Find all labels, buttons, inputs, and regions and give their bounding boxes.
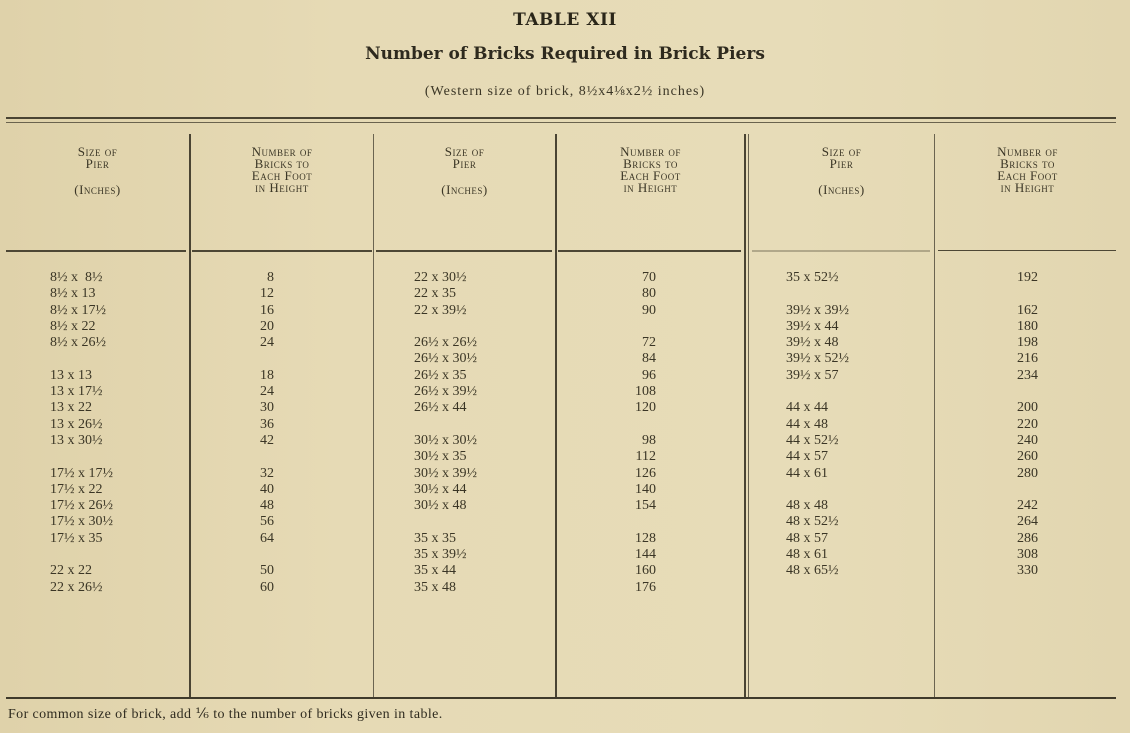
pier-size-cell: 35 x 48 <box>414 579 456 595</box>
brick-count-column <box>200 270 274 596</box>
pier-size-cell: 22 x 22 <box>50 563 92 579</box>
brick-count-cell <box>580 514 656 530</box>
header-rule <box>752 250 930 252</box>
column-divider <box>744 134 746 697</box>
brick-count-cell: 264 <box>1017 514 1038 530</box>
pier-size-cell: 30½ x 44 <box>414 481 467 497</box>
pier-size-cell: 48 x 48 <box>786 498 828 514</box>
pier-size-cell: 44 x 57 <box>786 449 828 465</box>
pier-size-cell <box>786 580 926 596</box>
header-line: Each Foot <box>251 168 313 183</box>
pier-size-cell: 17½ x 26½ <box>50 498 113 514</box>
brick-count-cell: 40 <box>260 481 274 497</box>
pier-size-cell: 13 x 17½ <box>50 384 103 400</box>
top-rule-secondary <box>6 122 1116 123</box>
pier-size-cell: 17½ x 22 <box>50 481 103 497</box>
header-line: (Inches) <box>441 182 488 197</box>
pier-size-cell <box>414 417 544 433</box>
brick-count-cell: 144 <box>635 547 656 563</box>
pier-size-cell: 48 x 52½ <box>786 514 839 530</box>
pier-size-cell: 44 x 48 <box>786 416 828 432</box>
header-line: Number of <box>620 144 681 159</box>
brick-count-cell: 242 <box>1017 498 1038 514</box>
brick-count-cell: 12 <box>260 286 274 302</box>
brick-count-cell: 286 <box>1017 530 1038 546</box>
header-line: Pier <box>829 156 854 171</box>
brick-count-cell: 16 <box>260 302 274 318</box>
brick-count-cell <box>580 319 656 335</box>
pier-size-cell: 39½ x 52½ <box>786 351 849 367</box>
brick-size-note: (Western size of brick, 8½x4⅛x2½ inches) <box>424 84 706 99</box>
header-line: Size of <box>821 144 862 159</box>
brick-count-cell: 64 <box>260 530 274 546</box>
table-subtitle: Number of Bricks Required in Brick Piers <box>365 44 765 64</box>
brick-count-cell: 90 <box>642 302 656 318</box>
brick-count-cell <box>960 482 1038 498</box>
bottom-rule <box>6 697 1116 699</box>
header-line: Size of <box>77 144 118 159</box>
pier-size-cell: 39½ x 44 <box>786 318 839 334</box>
brick-count-cell: 180 <box>1017 318 1038 334</box>
brick-count-cell: 56 <box>260 514 274 530</box>
pier-size-cell: 13 x 13 <box>50 367 92 383</box>
brick-count-cell: 24 <box>260 384 274 400</box>
brick-count-cell: 120 <box>635 400 656 416</box>
brick-count-cell: 112 <box>635 449 656 465</box>
header-line: Each Foot <box>997 168 1058 183</box>
header-rule <box>6 250 186 252</box>
header-line: Pier <box>452 156 477 171</box>
header-rule <box>558 250 741 252</box>
top-rule <box>6 117 1116 119</box>
brick-count-cell: 96 <box>642 367 656 383</box>
pier-size-cell: 30½ x 39½ <box>414 465 477 481</box>
brick-count-cell: 36 <box>260 416 274 432</box>
table-footnote: For common size of brick, add ⅙ to the number of bricks given in table. <box>8 707 443 722</box>
header-rule <box>938 250 1116 251</box>
brick-count-cell: 70 <box>642 270 656 285</box>
brick-count-cell: 198 <box>1017 335 1038 351</box>
column-divider <box>748 134 749 697</box>
pier-size-column <box>50 270 180 596</box>
header-rule <box>376 250 552 252</box>
header-size-of-pier <box>749 146 934 196</box>
pier-size-cell: 44 x 52½ <box>786 432 839 448</box>
pier-size-cell: 13 x 26½ <box>50 416 103 432</box>
pier-size-column <box>786 270 926 596</box>
pier-size-cell: 26½ x 30½ <box>414 351 477 367</box>
pier-size-cell: 30½ x 30½ <box>414 432 477 448</box>
brick-count-cell: 32 <box>260 465 274 481</box>
header-line: in Height <box>255 180 309 195</box>
header-line: Size of <box>444 144 485 159</box>
brick-count-cell: 50 <box>260 563 274 579</box>
brick-count-cell: 126 <box>635 465 656 481</box>
pier-size-cell: 8½ x 13 <box>50 286 96 302</box>
brick-count-cell: 216 <box>1017 351 1038 367</box>
pier-size-cell: 30½ x 48 <box>414 498 467 514</box>
header-line: Pier <box>85 156 110 171</box>
pier-size-cell <box>786 286 926 302</box>
brick-count-cell <box>960 580 1038 596</box>
pier-size-cell: 17½ x 35 <box>50 530 103 546</box>
column-divider <box>934 134 935 697</box>
header-line: Number of <box>251 144 313 159</box>
pier-size-cell: 48 x 61 <box>786 547 828 563</box>
brick-count-cell: 162 <box>1017 302 1038 318</box>
pier-size-cell <box>414 514 544 530</box>
header-size-of-pier <box>6 146 189 196</box>
pier-size-cell: 48 x 65½ <box>786 563 839 579</box>
pier-size-cell: 8½ x 8½ <box>50 270 103 285</box>
header-line: (Inches) <box>818 182 865 197</box>
brick-count-cell: 176 <box>635 579 656 595</box>
brick-count-cell <box>200 351 274 367</box>
brick-count-cell: 200 <box>1017 400 1038 416</box>
brick-count-cell <box>960 384 1038 400</box>
pier-size-cell: 22 x 26½ <box>50 579 103 595</box>
header-line: (Inches) <box>74 182 121 197</box>
pier-size-cell: 35 x 35 <box>414 530 456 546</box>
column-divider <box>555 134 557 697</box>
brick-count-cell <box>200 449 274 465</box>
brick-count-cell: 18 <box>260 367 274 383</box>
header-line: in Height <box>1000 180 1055 195</box>
brick-count-cell: 48 <box>260 498 274 514</box>
header-line: Bricks to <box>254 156 310 171</box>
brick-count-column <box>960 270 1038 596</box>
header-number-of-bricks <box>557 146 744 194</box>
pier-size-cell: 26½ x 26½ <box>414 335 477 351</box>
header-size-of-pier <box>374 146 555 196</box>
brick-count-cell: 8 <box>267 270 274 285</box>
brick-count-cell: 128 <box>635 530 656 546</box>
brick-count-cell: 84 <box>642 351 656 367</box>
brick-count-cell: 98 <box>642 432 656 448</box>
pier-size-cell: 26½ x 44 <box>414 400 467 416</box>
pier-size-cell: 48 x 57 <box>786 530 828 546</box>
brick-count-cell: 240 <box>1017 432 1038 448</box>
pier-size-cell <box>50 449 180 465</box>
pier-size-cell: 39½ x 48 <box>786 335 839 351</box>
brick-count-cell <box>200 547 274 563</box>
pier-size-cell: 35 x 39½ <box>414 547 467 563</box>
pier-size-cell: 39½ x 39½ <box>786 302 849 318</box>
brick-count-cell: 42 <box>260 432 274 448</box>
pier-size-cell: 22 x 35 <box>414 286 456 302</box>
brick-count-cell <box>580 417 656 433</box>
pier-size-cell <box>786 482 926 498</box>
brick-count-cell: 140 <box>635 481 656 497</box>
header-line: Bricks to <box>1000 156 1055 171</box>
brick-count-cell: 192 <box>1017 270 1038 285</box>
header-number-of-bricks <box>191 146 373 194</box>
pier-size-cell: 13 x 22 <box>50 400 92 416</box>
pier-size-cell: 17½ x 17½ <box>50 465 113 481</box>
brick-count-cell: 20 <box>260 318 274 334</box>
pier-size-cell: 39½ x 57 <box>786 367 839 383</box>
brick-count-cell: 234 <box>1017 367 1038 383</box>
brick-count-column <box>580 270 656 596</box>
pier-size-cell: 22 x 39½ <box>414 302 467 318</box>
column-divider <box>373 134 374 697</box>
brick-count-cell: 330 <box>1017 563 1038 579</box>
pier-size-cell: 8½ x 17½ <box>50 302 106 318</box>
brick-count-cell: 154 <box>635 498 656 514</box>
header-line: Each Foot <box>620 168 681 183</box>
pier-size-column <box>414 270 544 596</box>
brick-count-cell: 108 <box>635 384 656 400</box>
pier-size-cell: 22 x 30½ <box>414 270 467 285</box>
pier-size-cell: 8½ x 22 <box>50 318 96 334</box>
pier-size-cell <box>50 351 180 367</box>
pier-size-cell <box>50 547 180 563</box>
brick-count-cell: 220 <box>1017 416 1038 432</box>
pier-size-cell: 8½ x 26½ <box>50 335 106 351</box>
pier-size-cell <box>786 384 926 400</box>
header-number-of-bricks <box>935 146 1120 194</box>
brick-count-cell: 24 <box>260 335 274 351</box>
pier-size-cell: 35 x 52½ <box>786 270 839 285</box>
pier-size-cell: 13 x 30½ <box>50 432 103 448</box>
header-line: Number of <box>997 144 1058 159</box>
brick-count-cell: 80 <box>642 286 656 302</box>
pier-size-cell: 44 x 44 <box>786 400 828 416</box>
pier-size-cell <box>414 319 544 335</box>
pier-size-cell: 26½ x 39½ <box>414 384 477 400</box>
brick-count-cell: 260 <box>1017 449 1038 465</box>
pier-size-cell: 35 x 44 <box>414 563 456 579</box>
header-line: Bricks to <box>623 156 678 171</box>
brick-count-cell: 280 <box>1017 465 1038 481</box>
header-rule <box>192 250 372 252</box>
column-divider <box>189 134 191 697</box>
brick-count-cell <box>960 286 1038 302</box>
brick-count-cell: 308 <box>1017 547 1038 563</box>
brick-count-cell: 60 <box>260 579 274 595</box>
pier-size-cell: 30½ x 35 <box>414 449 467 465</box>
header-line: in Height <box>623 180 678 195</box>
pier-size-cell: 17½ x 30½ <box>50 514 113 530</box>
brick-count-cell: 72 <box>642 335 656 351</box>
brick-count-cell: 160 <box>635 563 656 579</box>
table-title: TABLE XII <box>513 10 617 30</box>
brick-count-cell: 30 <box>260 400 274 416</box>
pier-size-cell: 44 x 61 <box>786 465 828 481</box>
pier-size-cell: 26½ x 35 <box>414 367 467 383</box>
